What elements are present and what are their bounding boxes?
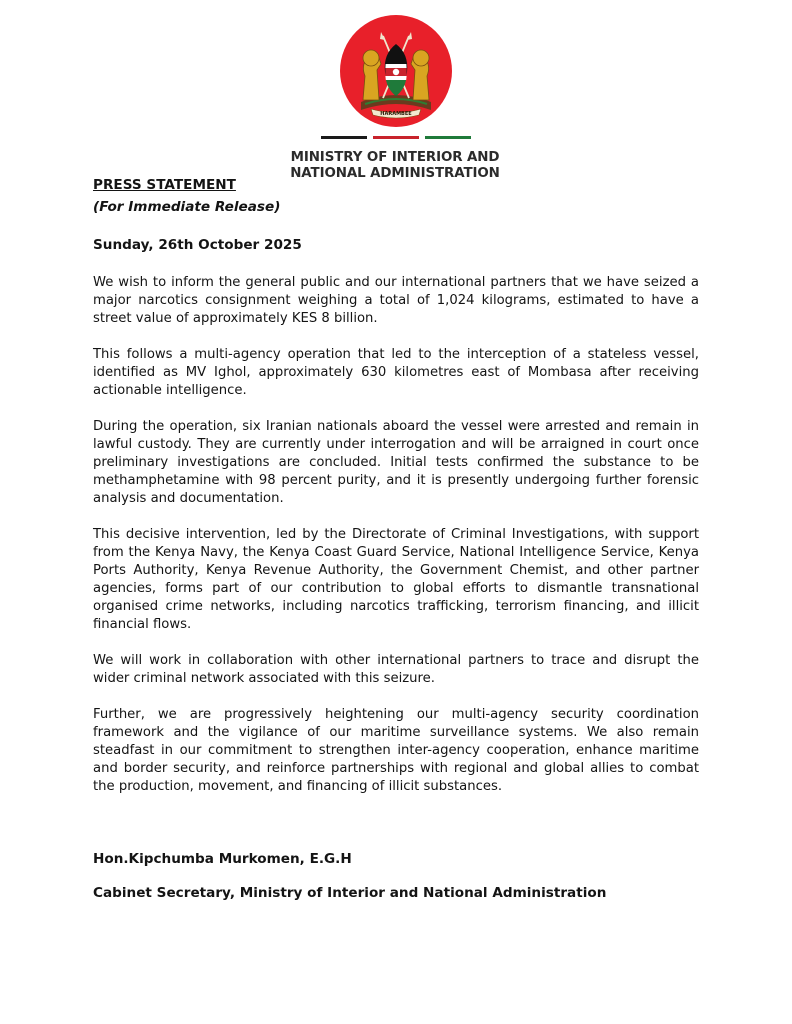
paragraph-agencies: This decisive intervention, led by the Directorate of Criminal Investigations, with support from the Kenya Navy, the Kenya Coast Guard Service, National Intelligence Service, Kenya Ports Authority, Kenya Revenue Authority, the Government Chemist, and other partner agencies, forms part of our contribution to global efforts to dismantle transnational organised crime networks, including narcotics trafficking, terrorism financing, and illicit financial flows. <box>93 527 699 632</box>
paragraph-collaboration: We will work in collaboration with other international partners to trace and disrupt the wider criminal network associated with this seizure. <box>93 653 699 686</box>
divider-green <box>425 136 471 139</box>
statement-heading: PRESS STATEMENT <box>93 177 236 193</box>
emblem-motto: HARAMBEE <box>380 111 412 117</box>
statement-body <box>93 176 699 902</box>
release-note: (For Immediate Release) <box>93 199 281 215</box>
signatory-name: Hon.Kipchumba Murkomen, E.G.H <box>93 851 352 867</box>
paragraph-operation: This follows a multi-agency operation that led to the interception of a stateless vessel, identified as MV Ighol, approximately 630 kilometres east of Mombasa after receiving actionable intelligence. <box>93 347 699 398</box>
kenya-coat-of-arms-icon <box>339 14 453 128</box>
divider-red <box>373 136 419 139</box>
ministry-name-line1: MINISTRY OF INTERIOR AND <box>290 150 500 165</box>
paragraph-seizure: We wish to inform the general public and our international partners that we have seized a major narcotics consignment weighing a total of 1,024 kilograms, estimated to have a street value of approximately KES 8 billion. <box>93 275 699 326</box>
statement-date: Sunday, 26th October 2025 <box>93 237 302 253</box>
signatory-title: Cabinet Secretary, Ministry of Interior and National Administration <box>93 885 607 901</box>
divider-black <box>321 136 367 139</box>
paragraph-commitment: Further, we are progressively heightening our multi-agency security coordination framework and the vigilance of our maritime surveillance systems. We also remain steadfast in our commitment to strengthen inter-agency cooperation, enhance maritime and border security, and reinforce partnerships with regional and global allies to combat the production, movement, and financing of illicit substances. <box>93 707 699 794</box>
paragraph-arrests: During the operation, six Iranian nationals aboard the vessel were arrested and remain in lawful custody. They are currently under interrogation and will be arraigned in court once preliminary investigations are concluded. Initial tests confirmed the substance to be methamphetamine with 98 percent purity, and it is presently undergoing further forensic analysis and documentation. <box>93 419 699 506</box>
ministry-name-line2: NATIONAL ADMINISTRATION <box>290 166 500 181</box>
tricolor-divider <box>321 136 473 139</box>
